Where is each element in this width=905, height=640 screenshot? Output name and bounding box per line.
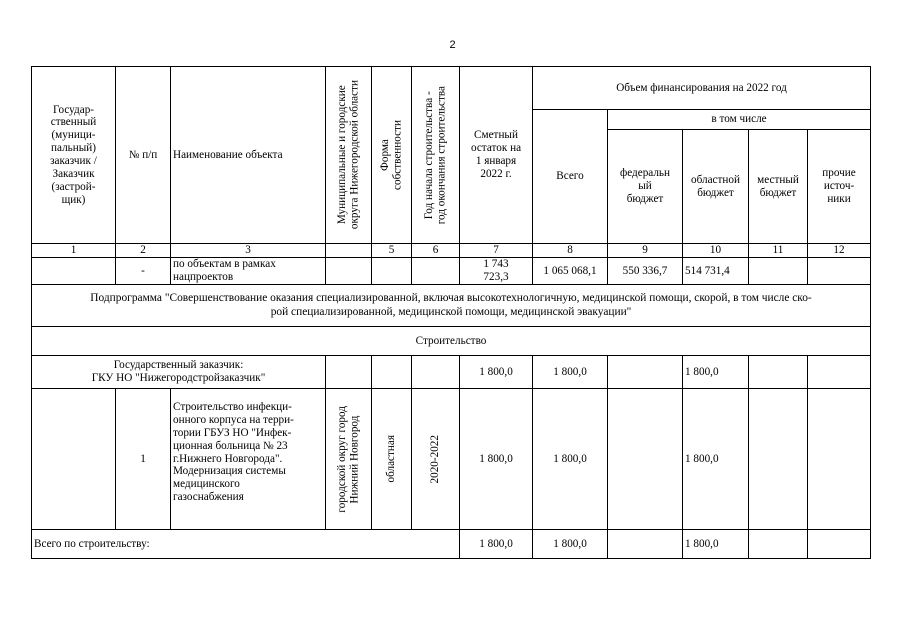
column-numbers-row [32, 244, 871, 258]
column-number: 8 [533, 244, 608, 258]
header-customer: Государ- ственный (муници- пальный) заказчик / Заказчик (застрой- щик) [32, 67, 116, 244]
object-ownership: областная [372, 389, 412, 530]
header-municipality: Муниципальные и городские округа Нижегородской области [326, 67, 372, 244]
column-number: 5 [372, 244, 412, 258]
object-years: 2020-2022 [412, 389, 460, 530]
object-municipality: городской округ город Нижний Новгород [326, 389, 372, 530]
header-object-name: Наименование объекта [171, 67, 326, 244]
subprogram-title: Подпрограмма "Совершенствование оказания специализированной, включая высокотехнологичную, медицинской помощи, скорой, в том числе ско- рой специализированной, медицинской помощи, медицинской эвакуации" [32, 285, 871, 327]
header-including: в том числе [608, 110, 871, 130]
summary-number: - [116, 258, 171, 285]
subprogram-row [32, 285, 871, 327]
header-federal: федеральн ый бюджет [608, 130, 683, 244]
customer-total: 1 800,0 [533, 356, 608, 389]
summary-regional: 514 731,4 [683, 258, 749, 285]
object-row [32, 389, 871, 530]
column-number: 2 [116, 244, 171, 258]
column-number: 1 [32, 244, 116, 258]
object-name: Строительство инфекци- онного корпуса на терри- тории ГБУЗ НО "Инфек- ционная больница № 23 г.Нижнего Новгорода". Модернизация системы медицинского газоснабжения [171, 389, 326, 530]
column-number: 6 [412, 244, 460, 258]
section-row [32, 327, 871, 356]
page-number: 2 [449, 39, 456, 51]
customer-label: Государственный заказчик: ГКУ НО "Нижегородстройзаказчик" [32, 356, 326, 389]
header-total: Всего [533, 110, 608, 244]
total-label: Всего по строительству: [32, 530, 460, 559]
summary-federal: 550 336,7 [608, 258, 683, 285]
header-years: Год начала строительства - год окончания строительства [412, 67, 460, 244]
total-total: 1 800,0 [533, 530, 608, 559]
summary-total: 1 065 068,1 [533, 258, 608, 285]
object-number: 1 [116, 389, 171, 530]
column-number: 3 [171, 244, 326, 258]
header-local: местный бюджет [749, 130, 808, 244]
object-estimated-balance: 1 800,0 [460, 389, 533, 530]
customer-estimated-balance: 1 800,0 [460, 356, 533, 389]
header-estimated-balance: Сметный остаток на 1 января 2022 г. [460, 67, 533, 244]
customer-regional: 1 800,0 [683, 356, 749, 389]
summary-name: по объектам в рамках нацпроектов [171, 258, 326, 285]
section-title: Строительство [32, 327, 871, 356]
object-total: 1 800,0 [533, 389, 608, 530]
column-number: 12 [808, 244, 871, 258]
header-financing: Объем финансирования на 2022 год [533, 67, 871, 110]
total-estimated-balance: 1 800,0 [460, 530, 533, 559]
column-number: 9 [608, 244, 683, 258]
customer-row [32, 356, 871, 389]
summary-estimated-balance: 1 743 723,3 [460, 258, 533, 285]
header-number: № п/п [116, 67, 171, 244]
summary-row [32, 258, 871, 285]
financing-table [31, 66, 871, 559]
object-regional: 1 800,0 [683, 389, 749, 530]
column-number: 10 [683, 244, 749, 258]
column-number [326, 244, 372, 258]
total-row [32, 530, 871, 559]
header-regional: областной бюджет [683, 130, 749, 244]
header-other: прочие источ- ники [808, 130, 871, 244]
column-number: 7 [460, 244, 533, 258]
header-ownership: Форма собственности [372, 67, 412, 244]
column-number: 11 [749, 244, 808, 258]
total-regional: 1 800,0 [683, 530, 749, 559]
